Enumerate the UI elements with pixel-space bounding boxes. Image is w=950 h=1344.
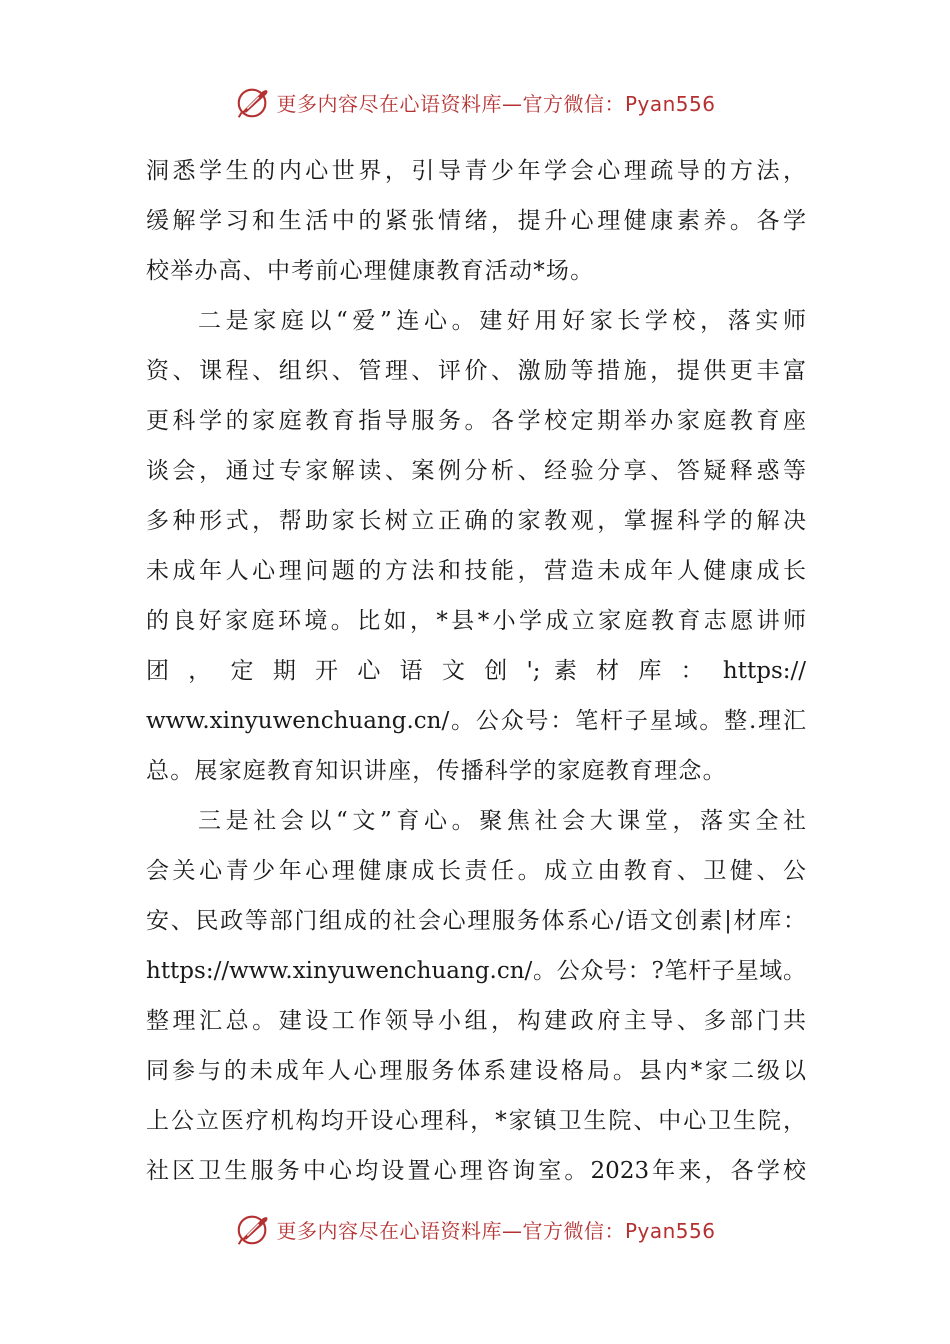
text-line: 整理汇总。建设工作领导小组，构建政府主导、多部门共 bbox=[146, 1008, 806, 1034]
paragraph-start-line: 二是家庭以“爱”连心。建好用好家长学校，落实师 bbox=[198, 308, 806, 334]
text-line: 校举办高、中考前心理健康教育活动*场。 bbox=[146, 258, 595, 284]
footer-banner bbox=[0, 1207, 950, 1251]
text-line: https://www.xinyuwenchuang.cn/。公众号：?笔杆子星域。 bbox=[146, 958, 806, 984]
text-line: 多种形式，帮助家长树立正确的家教观，掌握科学的解决 bbox=[146, 508, 806, 534]
text-line: 更科学的家庭教育指导服务。各学校定期举办家庭教育座 bbox=[146, 408, 806, 434]
paragraph-start-line: 三是社会以“文”育心。聚焦社会大课堂，落实全社 bbox=[198, 808, 806, 834]
text-line: 上公立医疗机构均开设心理科，*家镇卫生院、中心卫生院， bbox=[146, 1108, 806, 1134]
text-line: www.xinyuwenchuang.cn/。公众号：笔杆子星域。整.理汇 bbox=[146, 708, 806, 734]
text-line: 缓解学习和生活中的紧张情绪，提升心理健康素养。各学 bbox=[146, 208, 806, 234]
quill-pen-logo-icon bbox=[234, 83, 272, 121]
text-line: 谈会，通过专家解读、案例分析、经验分享、答疑释惑等 bbox=[146, 458, 806, 484]
footer-banner-text: 更多内容尽在心语资料库—官方微信：Pyan556 bbox=[276, 1218, 716, 1243]
quill-pen-logo-icon bbox=[234, 1210, 272, 1248]
text-line: 社区卫生服务中心均设置心理咨询室。2023年来，各学校 bbox=[146, 1158, 806, 1184]
text-line: 同参与的未成年人心理服务体系建设格局。县内*家二级以 bbox=[146, 1058, 806, 1084]
text-line: 安、民政等部门组成的社会心理服务体系心/语文创素|材库： bbox=[146, 908, 806, 934]
text-line: 会关心青少年心理健康成长责任。成立由教育、卫健、公 bbox=[146, 858, 806, 884]
text-line: 洞悉学生的内心世界，引导青少年学会心理疏导的方法， bbox=[146, 158, 806, 184]
header-banner-text: 更多内容尽在心语资料库—官方微信：Pyan556 bbox=[276, 91, 716, 116]
document-body bbox=[146, 146, 806, 1196]
text-line: 团 ， 定 期 开 心 语 文 创 '; 素 材 库 ： https:// bbox=[146, 658, 806, 684]
text-line: 总。展家庭教育知识讲座，传播科学的家庭教育理念。 bbox=[146, 758, 727, 784]
header-banner bbox=[0, 80, 950, 124]
text-line: 的良好家庭环境。比如，*县*小学成立家庭教育志愿讲师 bbox=[146, 608, 806, 634]
text-line: 未成年人心理问题的方法和技能，营造未成年人健康成长 bbox=[146, 558, 806, 584]
text-line: 资、课程、组织、管理、评价、激励等措施，提供更丰富 bbox=[146, 358, 806, 384]
